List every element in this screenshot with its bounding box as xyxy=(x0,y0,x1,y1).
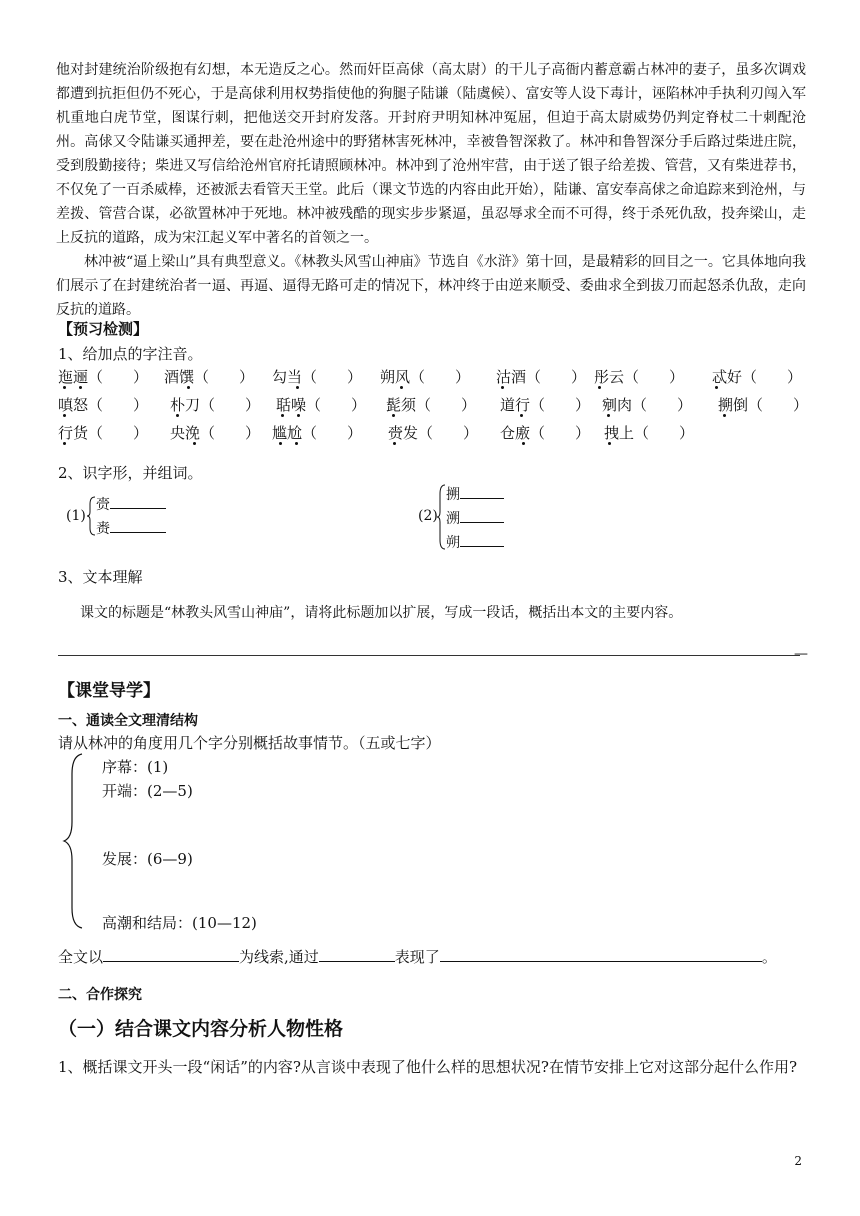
group-1-label: (1) xyxy=(66,508,86,524)
pinyin-item: 仓廒（ ） xyxy=(500,424,591,442)
pinyin-item: 赍发（ ） xyxy=(388,424,479,442)
group-1-item: 赍 xyxy=(96,494,166,514)
question-3-text: 课文的标题是“林教头风雪山神庙”，请将此标题加以扩展，写成一段话，概括出本文的主要内容。 xyxy=(80,605,683,621)
pinyin-item: 剜肉（ ） xyxy=(602,396,693,414)
page-number: 2 xyxy=(794,1154,802,1168)
section-2-title: 二、合作探究 xyxy=(58,987,142,1003)
pinyin-item: 迤逦（ ） xyxy=(58,368,149,386)
pinyin-item: 忒好（ ） xyxy=(712,368,803,386)
pinyin-item: 聒噪（ ） xyxy=(276,396,367,414)
intro-paragraph-2: 林冲被“逼上梁山”具有典型意义。《林教头风雪山神庙》节选自《水浒》第十回，是最精彩的回目之一。它具体地向我们展示了在封建统治者一逼、再逼、逼得无路可走的情况下，林冲终于由逆来顺受、委曲求全到拔刀而起怒杀仇敌，走向反抗的道路。 xyxy=(56,254,806,318)
guide-heading: 【课堂导学】 xyxy=(58,681,160,701)
pinyin-item: 髭须（ ） xyxy=(386,396,477,414)
pinyin-item: 朔风（ ） xyxy=(380,368,471,386)
intro-paragraph-1: 他对封建统治阶级抱有幻想，本无造反之心。然而奸臣高俅（高太尉）的干儿子高衙内蓄意霸占林冲的妻子，虽多次调戏都遭到抗拒但仍不死心，于是高俅利用权势指使他的狗腿子陆谦（陆虞候）、富安等人设下毒计，诬陷林冲手执利刃闯入军机重地白虎节堂，图谋行刺，把他送交开封府发落。开封府尹明知林冲冤屈，但迫于高太尉威势仍判定脊杖二十刺配沧州。高俅又令陆谦买通押差，要在赴沧州途中的野猪林害死林冲，幸被鲁智深救了。林冲和鲁智深分手后路过柴进庄院，受到殷勤接待；柴进又写信给沧州官府托请照顾林冲。林冲到了沧州牢营，由于送了银子给差拨、管营，又有柴进荐书，不仅免了一百杀威棒，还被派去看管天王堂。此后（课文节选的内容由此开始），陆谦、富安奉高俅之命追踪来到沧州，与差拨、管营合谋，必欲置林冲于死地。林冲被残酷的现实步步紧逼，虽忍辱求全而不可得，终于杀死仇敌，投奔梁山，走上反抗的道路，成为宋江起义军中著名的首领之一。 xyxy=(56,62,806,246)
pinyin-item: 彤云（ ） xyxy=(594,368,685,386)
section-1-title: 一、通读全文理清结构 xyxy=(58,713,198,729)
plot-item-beginning: 开端：(2—5) xyxy=(102,782,193,800)
intro-section xyxy=(56,58,806,322)
section-1-instruction: 请从林冲的角度用几个字分别概括故事情节。（五或七字） xyxy=(58,734,441,752)
pinyin-item: 沽酒（ ） xyxy=(496,368,587,386)
question-3-title: 3、文本理解 xyxy=(58,568,143,586)
group-2-brace xyxy=(436,484,446,550)
question-1-title: 1、给加点的字注音。 xyxy=(58,345,203,363)
pinyin-item: 拽上（ ） xyxy=(604,424,695,442)
question-2-title: 2、识字形，并组词。 xyxy=(58,464,203,482)
group-2-item: 搠 xyxy=(446,484,504,504)
group-2-label: (2) xyxy=(418,508,438,524)
group-2-item: 朔 xyxy=(446,532,504,552)
pinyin-item: 央浼（ ） xyxy=(170,424,261,442)
group-2-item: 溯 xyxy=(446,508,504,528)
plot-item-climax: 高潮和结局：(10—12) xyxy=(102,914,257,932)
group-1-item: 赉 xyxy=(96,518,166,538)
question-final: 1、概括课文开头一段“闲话”的内容?从言谈中表现了他什么样的思想状况?在情节安排上它对这部分起什么作用? xyxy=(58,1058,798,1076)
fill-blank-sentence: 全文以 为线索,通过 表现了 。 xyxy=(58,948,777,966)
divider-end-mark: — xyxy=(794,646,808,662)
pinyin-item: 酒馔（ ） xyxy=(164,368,255,386)
plot-item-development: 发展：(6—9) xyxy=(102,850,193,868)
section-divider xyxy=(58,655,800,656)
pinyin-item: 道行（ ） xyxy=(500,396,591,414)
pinyin-item: 搠倒（ ） xyxy=(718,396,809,414)
preview-heading: 【预习检测】 xyxy=(58,320,149,338)
section-2-subtitle: （一）结合课文内容分析人物性格 xyxy=(58,1018,344,1040)
pinyin-item: 朴刀（ ） xyxy=(170,396,261,414)
plot-item-prologue: 序幕：(1) xyxy=(102,758,169,776)
pinyin-item: 勾当（ ） xyxy=(272,368,363,386)
pinyin-item: 尴尬（ ） xyxy=(272,424,363,442)
group-1-brace xyxy=(86,496,96,536)
pinyin-item: 嗔怒（ ） xyxy=(58,396,149,414)
pinyin-item: 行货（ ） xyxy=(58,424,149,442)
plot-brace xyxy=(62,752,84,930)
